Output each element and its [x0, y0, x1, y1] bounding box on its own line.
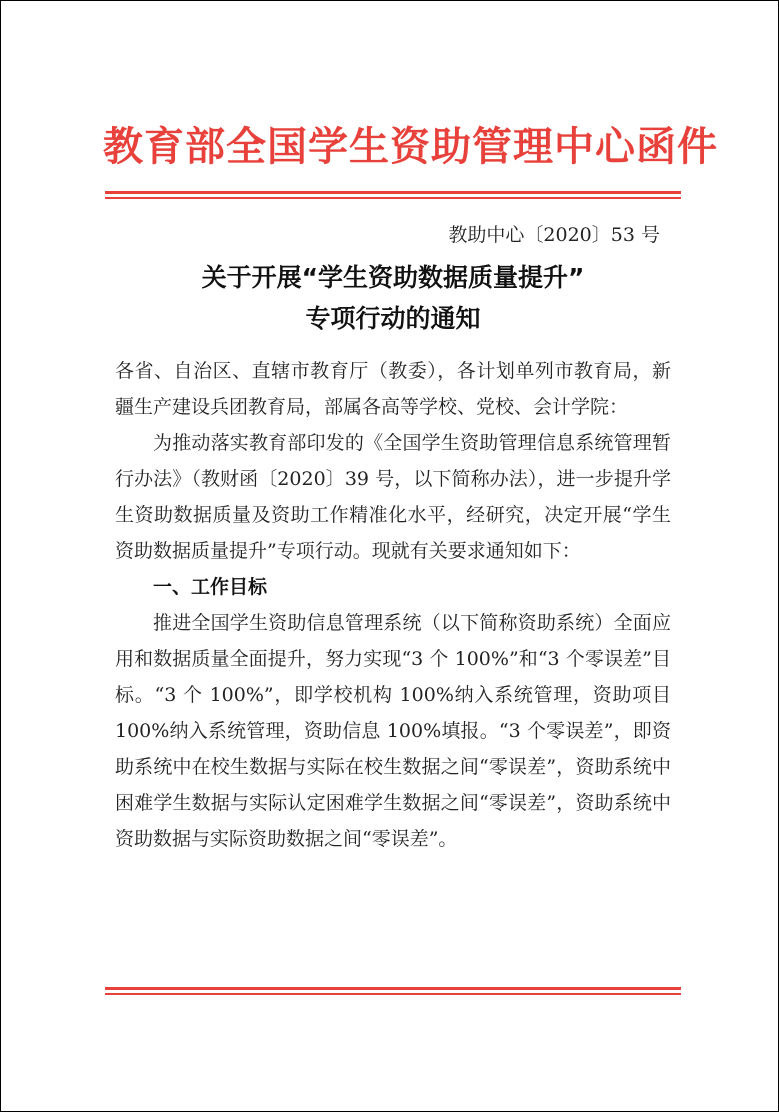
red-rule-thick-line [105, 191, 681, 194]
document-number: 教助中心〔2020〕53 号 [448, 224, 660, 246]
document-body [115, 353, 671, 857]
salutation: 各省、自治区、直辖市教育厅（教委），各计划单列市教育局，新疆生产建设兵团教育局，部属各高等学校、党校、会计学院： [115, 360, 671, 418]
footer-red-rule [105, 985, 681, 999]
red-rule-thin-line [105, 197, 681, 199]
letterhead-title: 教育部全国学生资助管理中心函件 [103, 123, 718, 170]
red-rule-thin-line [105, 993, 681, 995]
document-title-line2: 专项行动的通知 [305, 304, 481, 333]
section-heading: 一、工作目标 [153, 576, 268, 598]
intro-paragraph: 为推动落实教育部印发的《全国学生资助管理信息系统管理暂行办法》（教财函〔2020〕39 号，以下简称办法），进一步提升学生资助数据质量及资助工作精准化水平，经研究，决定开展“学生资助数据质量提升”专项行动。现就有关要求通知如下： [115, 432, 671, 562]
letterhead-red-rule [105, 189, 681, 203]
red-rule-thick-line [105, 987, 681, 990]
section-paragraph: 推进全国学生资助信息管理系统（以下简称资助系统）全面应用和数据质量全面提升，努力实现“3 个 100%”和“3 个零误差”目标。“3 个 100%”，即学校机构 100%纳入系统管理，资助项目 100%纳入系统管理，资助信息 100%填报。“3 个零误差”，即资助系统中在校生数据与实际在校生数据之间“零误差”，资助系统中困难学生数据与实际认定困难学生数据之间“零误差”，资助系统中资助数据与实际资助数据之间“零误差”。 [115, 612, 671, 850]
document-title-line1: 关于开展“学生资助数据质量提升” [201, 263, 585, 292]
